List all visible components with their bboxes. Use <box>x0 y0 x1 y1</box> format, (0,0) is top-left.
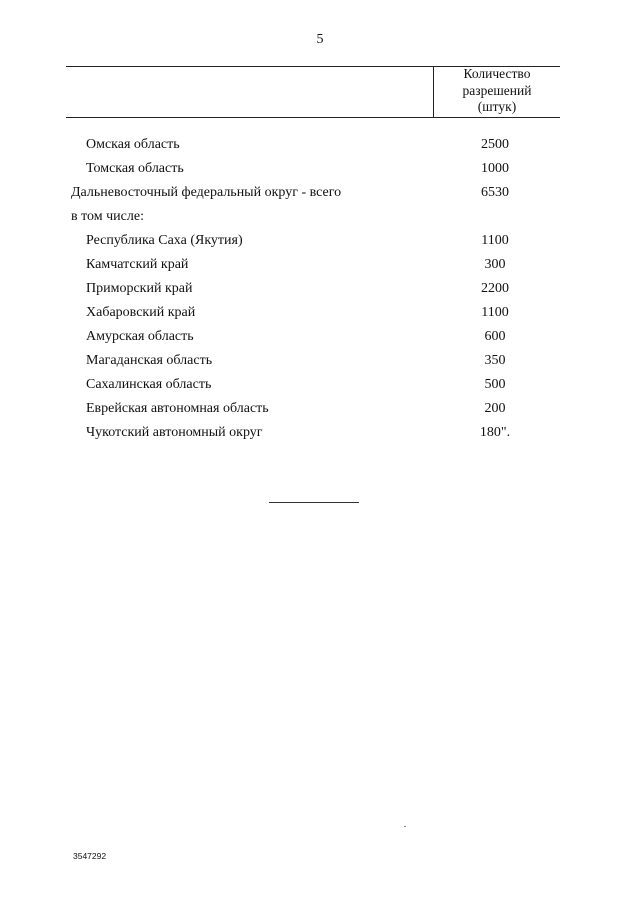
permit-count: 6530 <box>481 185 509 200</box>
table-row <box>0 421 640 445</box>
table-row <box>0 157 640 181</box>
region-name: Чукотский автономный округ <box>86 425 263 440</box>
table-header-bottom-rule <box>66 117 560 118</box>
permit-count: 1100 <box>481 305 509 320</box>
permit-count: 300 <box>484 257 506 272</box>
region-name: Республика Саха (Якутия) <box>86 233 243 248</box>
table-row <box>0 325 640 349</box>
region-name: Амурская область <box>86 329 194 344</box>
table-row <box>0 301 640 325</box>
region-name: Томская область <box>86 161 184 176</box>
region-name: Магаданская область <box>86 353 213 368</box>
table-row <box>0 253 640 277</box>
end-of-table-rule <box>269 502 359 503</box>
table-row <box>0 181 640 205</box>
region-name: Камчатский край <box>86 257 189 272</box>
table-row <box>0 397 640 421</box>
table-row <box>0 349 640 373</box>
scan-speck <box>404 826 406 827</box>
permit-count: 200 <box>484 401 506 416</box>
table-body <box>0 133 640 445</box>
table-row <box>0 205 640 229</box>
permit-count: 600 <box>484 329 506 344</box>
table-row <box>0 277 640 301</box>
region-name: Хабаровский край <box>86 305 196 320</box>
region-name: в том числе: <box>71 209 144 224</box>
region-name: Дальневосточный федеральный округ - всего <box>71 185 342 200</box>
table-row <box>0 373 640 397</box>
document-code: 3547292 <box>73 851 107 861</box>
permit-count: 1100 <box>481 233 509 248</box>
region-name: Еврейская автономная область <box>86 401 269 416</box>
table-row <box>0 229 640 253</box>
column-header-line: Количество <box>463 66 531 81</box>
permit-count: 500 <box>484 377 506 392</box>
region-name: Сахалинская область <box>86 377 212 392</box>
region-name: Омская область <box>86 137 180 152</box>
table-row <box>0 133 640 157</box>
page-number: 5 <box>316 32 324 47</box>
permit-count: 2500 <box>481 137 509 152</box>
region-name: Приморский край <box>86 281 193 296</box>
column-header-line: разрешений <box>462 82 532 98</box>
column-header-line: (штук) <box>477 99 517 114</box>
permit-count: 2200 <box>481 281 509 296</box>
permit-count: 350 <box>484 353 506 368</box>
permit-count: 1000 <box>481 161 509 176</box>
column-header <box>434 66 560 116</box>
permit-count: 180". <box>479 425 511 440</box>
